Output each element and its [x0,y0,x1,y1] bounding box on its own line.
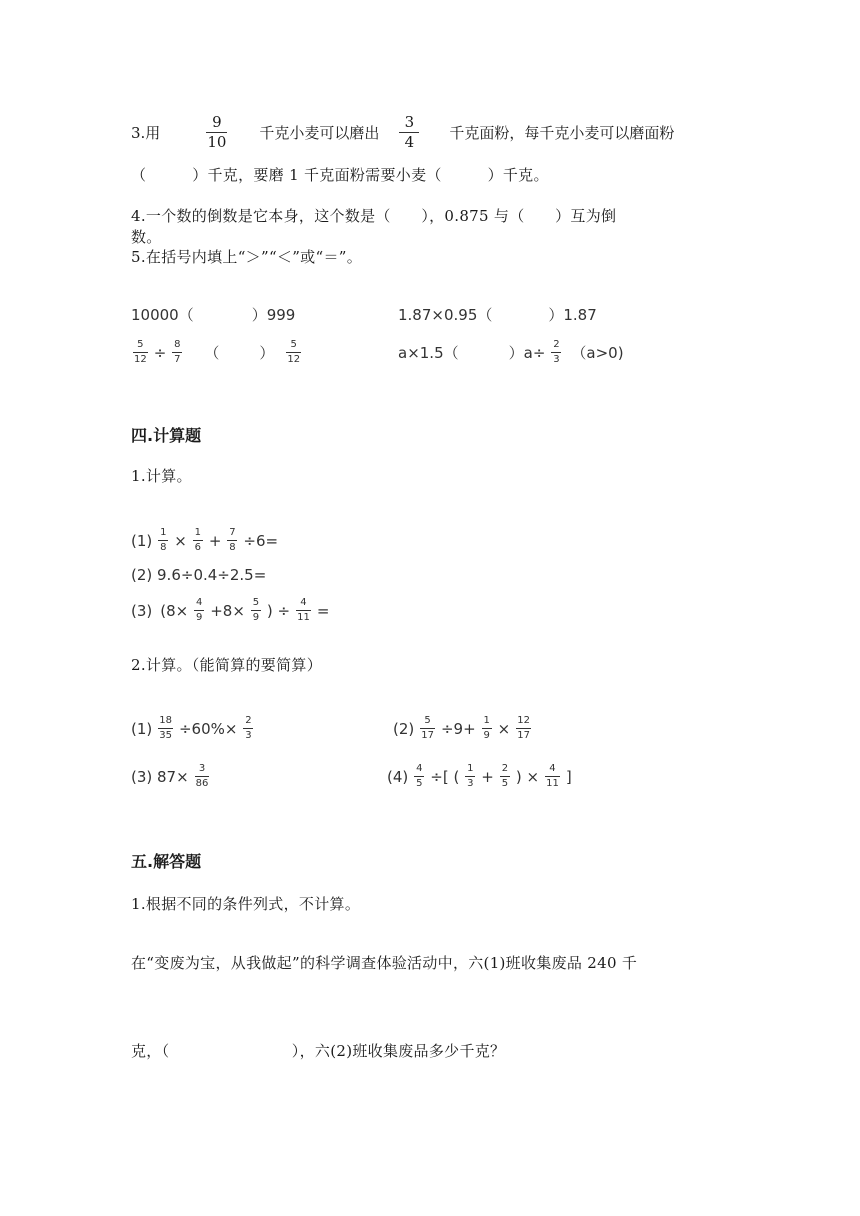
frac-den: 17 [517,730,530,741]
frac-den: 35 [159,730,172,741]
fraction [482,716,492,741]
frac-num: 5 [137,339,144,350]
calc-2: (2) 9.6÷0.4÷2.5= [131,566,267,584]
s5-paragraph-line2: 克，（ ），六(2)班收集废品多少千克？ [131,1042,506,1060]
compare-d-mid: ）a÷ [508,344,546,362]
fraction [243,716,253,741]
calc-text: ÷[ ( [430,767,460,786]
compare-d-left: a×1.5（ [398,344,459,362]
calc-text: ) ÷ [266,601,291,620]
s5-q1-prompt: 1.根据不同的条件列式，不计算。 [131,895,361,913]
frac-num: 2 [553,339,560,350]
fraction [296,598,311,623]
plus-sign: + [208,531,222,550]
s4-q2-prompt: 2.计算。（能简算的要简算） [131,656,323,674]
fraction [516,716,531,741]
frac-num: 2 [245,715,252,726]
calc-label: (3) [131,601,153,620]
frac-num: 2 [501,763,509,774]
frac-den: 11 [546,778,559,789]
calc-tail: = [316,601,330,620]
calc-tail: ÷6= [243,531,279,550]
frac-den: 8 [229,542,236,553]
compare-a-left: 10000（ [131,306,194,324]
frac-den: 7 [174,354,181,365]
q4-line1: 4.一个数的倒数是它本身，这个数是（ ），0.875 与（ ）互为倒 [131,207,617,225]
frac-num: 7 [229,527,236,538]
q3-line2: （ ）千克，要磨 1 千克面粉需要小麦（ ）千克。 [131,166,549,184]
plus-sign: + [481,767,494,786]
frac-num: 1 [194,527,202,538]
frac-den: 4 [404,132,415,151]
compare-d-condition: （a>0) [571,344,624,362]
calc-label: (1) [131,719,153,738]
fraction [465,764,475,789]
simplify-4 [387,764,572,789]
calc-label: (1) [131,531,153,550]
simplify-1 [131,716,259,741]
q3-text-1: 3.用 [131,123,161,142]
s4-q1-prompt: 1.计算。 [131,467,192,485]
fraction-3-4 [399,112,419,151]
frac-num: 4 [416,763,423,774]
frac-den: 3 [245,730,252,741]
simplify-3 [131,764,215,789]
fraction [500,764,510,789]
q3-text-3: 千克面粉，每千克小麦可以磨面粉 [449,123,675,142]
frac-num: 1 [483,715,490,726]
times-sign: × [174,531,187,550]
calc-text: ] [565,767,572,786]
fraction [195,764,210,789]
compare-c [127,340,307,365]
frac-num: 5 [424,715,431,726]
frac-num: 1 [467,763,474,774]
fraction [158,716,173,741]
frac-den: 9 [196,612,203,623]
fraction [251,598,261,623]
frac-den: 17 [421,730,434,741]
frac-den: 3 [553,354,560,365]
calc-label: (2) [393,719,415,738]
compare-a [131,304,295,325]
times-sign: × [497,719,511,738]
q3-text-2: 千克小麦可以磨出 [259,123,380,142]
fraction [227,528,237,553]
compare-d [398,340,624,365]
fraction [286,340,301,365]
fraction [420,716,435,741]
frac-num: 3 [404,112,415,131]
frac-den: 5 [416,778,423,789]
calc-label: (4) [387,767,409,786]
paren-left: （ [204,344,220,362]
s5-paragraph-line1: 在“变废为宝，从我做起”的科学调查体验活动中，六(1)班收集废品 240 千 [131,954,638,972]
frac-num: 9 [212,112,222,131]
section-title-4: 四.计算题 [131,426,202,445]
simplify-2 [393,716,537,741]
paren-right: ） [259,344,275,362]
fraction-9-10 [206,112,227,151]
compare-b [398,304,597,325]
frac-num: 5 [290,339,297,350]
frac-den: 12 [287,354,301,365]
frac-num: 3 [198,763,206,774]
compare-a-right: ）999 [251,306,296,324]
q3-line1 [131,112,674,152]
fraction [414,764,424,789]
q4-line2: 数。 [131,228,162,246]
compare-b-left: 1.87×0.95（ [398,306,493,324]
frac-num: 4 [300,597,307,608]
frac-num: 4 [549,763,556,774]
frac-den: 11 [297,612,310,623]
frac-den: 10 [207,132,227,151]
fraction [194,598,204,623]
frac-num: 1 [160,527,167,538]
frac-den: 9 [252,612,260,623]
calc-text: ÷9+ [440,719,476,738]
frac-den: 6 [194,542,202,553]
compare-b-right: ）1.87 [548,306,597,324]
frac-num: 5 [252,597,260,608]
frac-num: 8 [174,339,181,350]
frac-num: 12 [517,715,530,726]
frac-num: 18 [159,715,172,726]
q5-prompt: 5.在括号内填上“＞”“＜”或“＝”。 [131,248,363,266]
divide-sign: ÷ [153,343,167,362]
fraction [551,340,561,365]
fraction [193,528,203,553]
frac-den: 3 [467,778,474,789]
fraction [172,340,182,365]
frac-den: 8 [160,542,167,553]
calc-text: ÷60%× [178,719,238,738]
frac-den: 5 [501,778,509,789]
fraction [133,340,148,365]
fraction [158,528,168,553]
fraction [545,764,560,789]
calc-3 [131,598,329,623]
calc-text: +8× [210,601,245,620]
frac-den: 9 [483,730,490,741]
calc-text: (8× [160,601,189,620]
calc-text: ) × [515,767,540,786]
calc-1 [131,528,278,553]
frac-num: 4 [196,597,203,608]
calc-label: (3) 87× [131,767,189,786]
section-title-5: 五.解答题 [131,852,202,871]
frac-den: 86 [195,778,209,789]
frac-den: 12 [134,354,147,365]
